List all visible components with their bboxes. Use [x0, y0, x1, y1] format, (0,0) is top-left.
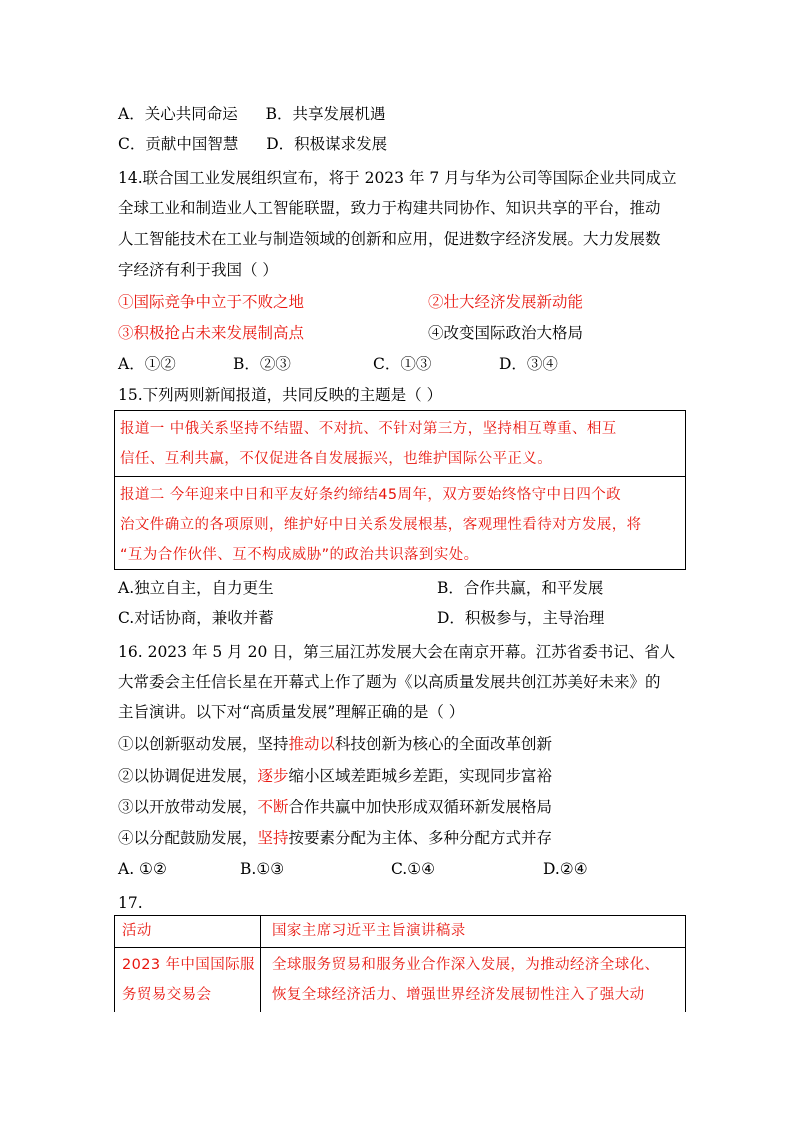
q14-option-a: A．①②	[118, 355, 176, 373]
q16-item-highlight: 逐步	[257, 767, 289, 785]
q17-table-cell: 全球服务贸易和服务业合作深入发展，为推动经济全球化、	[272, 957, 660, 973]
q16-item-text: ④以分配鼓励发展，	[118, 829, 258, 847]
q17-table-header-col2: 国家主席习近平主旨演讲稿录	[272, 923, 466, 939]
q16-item-text: 按要素分配为主体、多种分配方式并存	[288, 829, 553, 847]
q13-options-row-1	[118, 104, 385, 124]
q13-option-d: D．积极谋求发展	[266, 135, 388, 153]
q16-item-text: 合作共赢中加快形成双循环新发展格局	[288, 798, 553, 816]
q13-option-c: C．贡献中国智慧	[118, 135, 239, 153]
q16-item-text: 科技创新为核心的全面改革创新	[335, 735, 553, 753]
q14-item-3: ③积极抢占未来发展制高点	[118, 324, 305, 342]
q17-number: 17.	[118, 894, 143, 912]
q16-item-text: ③以开放带动发展，	[118, 798, 258, 816]
q16-option-c: C.①④	[391, 860, 436, 878]
q16-item-text: ①以创新驱动发展，坚持	[118, 735, 289, 753]
q17-table-cell: 2023 年中国国际服	[122, 957, 255, 973]
q16-stem-line: 主旨演讲。以下对“高质量发展”理解正确的是（ ）	[118, 703, 465, 721]
q14-item-4: ④改变国际政治大格局	[428, 324, 584, 342]
q15-option-c: C.对话协商，兼收并蓄	[118, 609, 274, 627]
q15-report-divider	[115, 476, 685, 477]
q16-stem-line: 大常委会主任信长星在开幕式上作了题为《以高质量发展共创江苏美好未来》的	[118, 673, 661, 691]
q14-option-d: D．③④	[499, 355, 558, 373]
q17-table-header-col1: 活动	[122, 923, 152, 939]
q14-stem-line: 14.联合国工业发展组织宣布，将于 2023 年 7 月与华为公司等国际企业共同成立	[118, 169, 677, 187]
q16-item-2	[118, 766, 552, 786]
q17-table-row-divider	[115, 947, 685, 948]
q16-option-a: A. ①②	[118, 860, 167, 878]
q16-stem-line: 16. 2023 年 5 月 20 日，第三届江苏发展大会在南京开幕。江苏省委书记、省人	[118, 643, 676, 661]
q16-item-text: ②以协调促进发展，	[118, 767, 258, 785]
q13-options-row-2	[118, 134, 387, 154]
q16-option-d: D.②④	[543, 860, 588, 878]
q14-stem-line: 人工智能技术在工业与制造领域的创新和应用，促进数字经济发展。大力发展数	[118, 230, 661, 248]
q14-stem-line: 字经济有利于我国（ ）	[118, 261, 278, 279]
q15-option-a: A.独立自主，自力更生	[118, 579, 274, 597]
q17-table-cell: 恢复全球经济活力、增强世界经济发展韧性注入了强大动	[272, 987, 645, 1003]
q16-item-highlight: 不断	[257, 798, 289, 816]
q15-report2-line: 治文件确立的各项原则，维护好中日关系发展根基，客观理性看待对方发展，将	[120, 517, 642, 533]
q17-table-cell: 务贸易交易会	[122, 987, 212, 1003]
q15-option-b: B．合作共赢，和平发展	[437, 579, 604, 597]
q16-item-4	[118, 828, 552, 848]
q15-report2-line: “互为合作伙伴、互不构成威胁”的政治共识落到实处。	[120, 547, 479, 563]
q15-report1-line: 信任、互利共赢，不仅促进各自发展振兴，也维护国际公平正义。	[120, 451, 553, 467]
q14-item-1: ①国际竞争中立于不败之地	[118, 293, 305, 311]
q15-option-d: D．积极参与，主导治理	[437, 609, 605, 627]
q15-report1-line: 报道一 中俄关系坚持不结盟、不对抗、不针对第三方，坚持相互尊重、相互	[120, 421, 617, 437]
q13-option-a: A．关心共同命运	[118, 105, 238, 123]
q16-item-3	[118, 797, 552, 817]
q16-option-b: B.①③	[240, 860, 285, 878]
q15-stem: 15.下列两则新闻报道，共同反映的主题是（ ）	[118, 386, 443, 404]
q17-table-col-divider	[260, 916, 261, 1012]
q16-item-text: 缩小区域差距城乡差距，实现同步富裕	[288, 767, 553, 785]
q14-item-2: ②壮大经济发展新动能	[428, 293, 584, 311]
q16-item-1	[118, 734, 552, 754]
q13-option-b: B．共享发展机遇	[265, 105, 386, 123]
q16-item-highlight: 推动以	[288, 735, 336, 753]
q14-option-b: B．②③	[233, 355, 291, 373]
q14-option-c: C．①③	[373, 355, 432, 373]
q14-stem-line: 全球工业和制造业人工智能联盟，致力于构建共同协作、知识共享的平台，推动	[118, 199, 661, 217]
q15-report2-line: 报道二 今年迎来中日和平友好条约缔结45周年，双方要始终恪守中日四个政	[120, 487, 622, 503]
q16-item-highlight: 坚持	[257, 829, 289, 847]
